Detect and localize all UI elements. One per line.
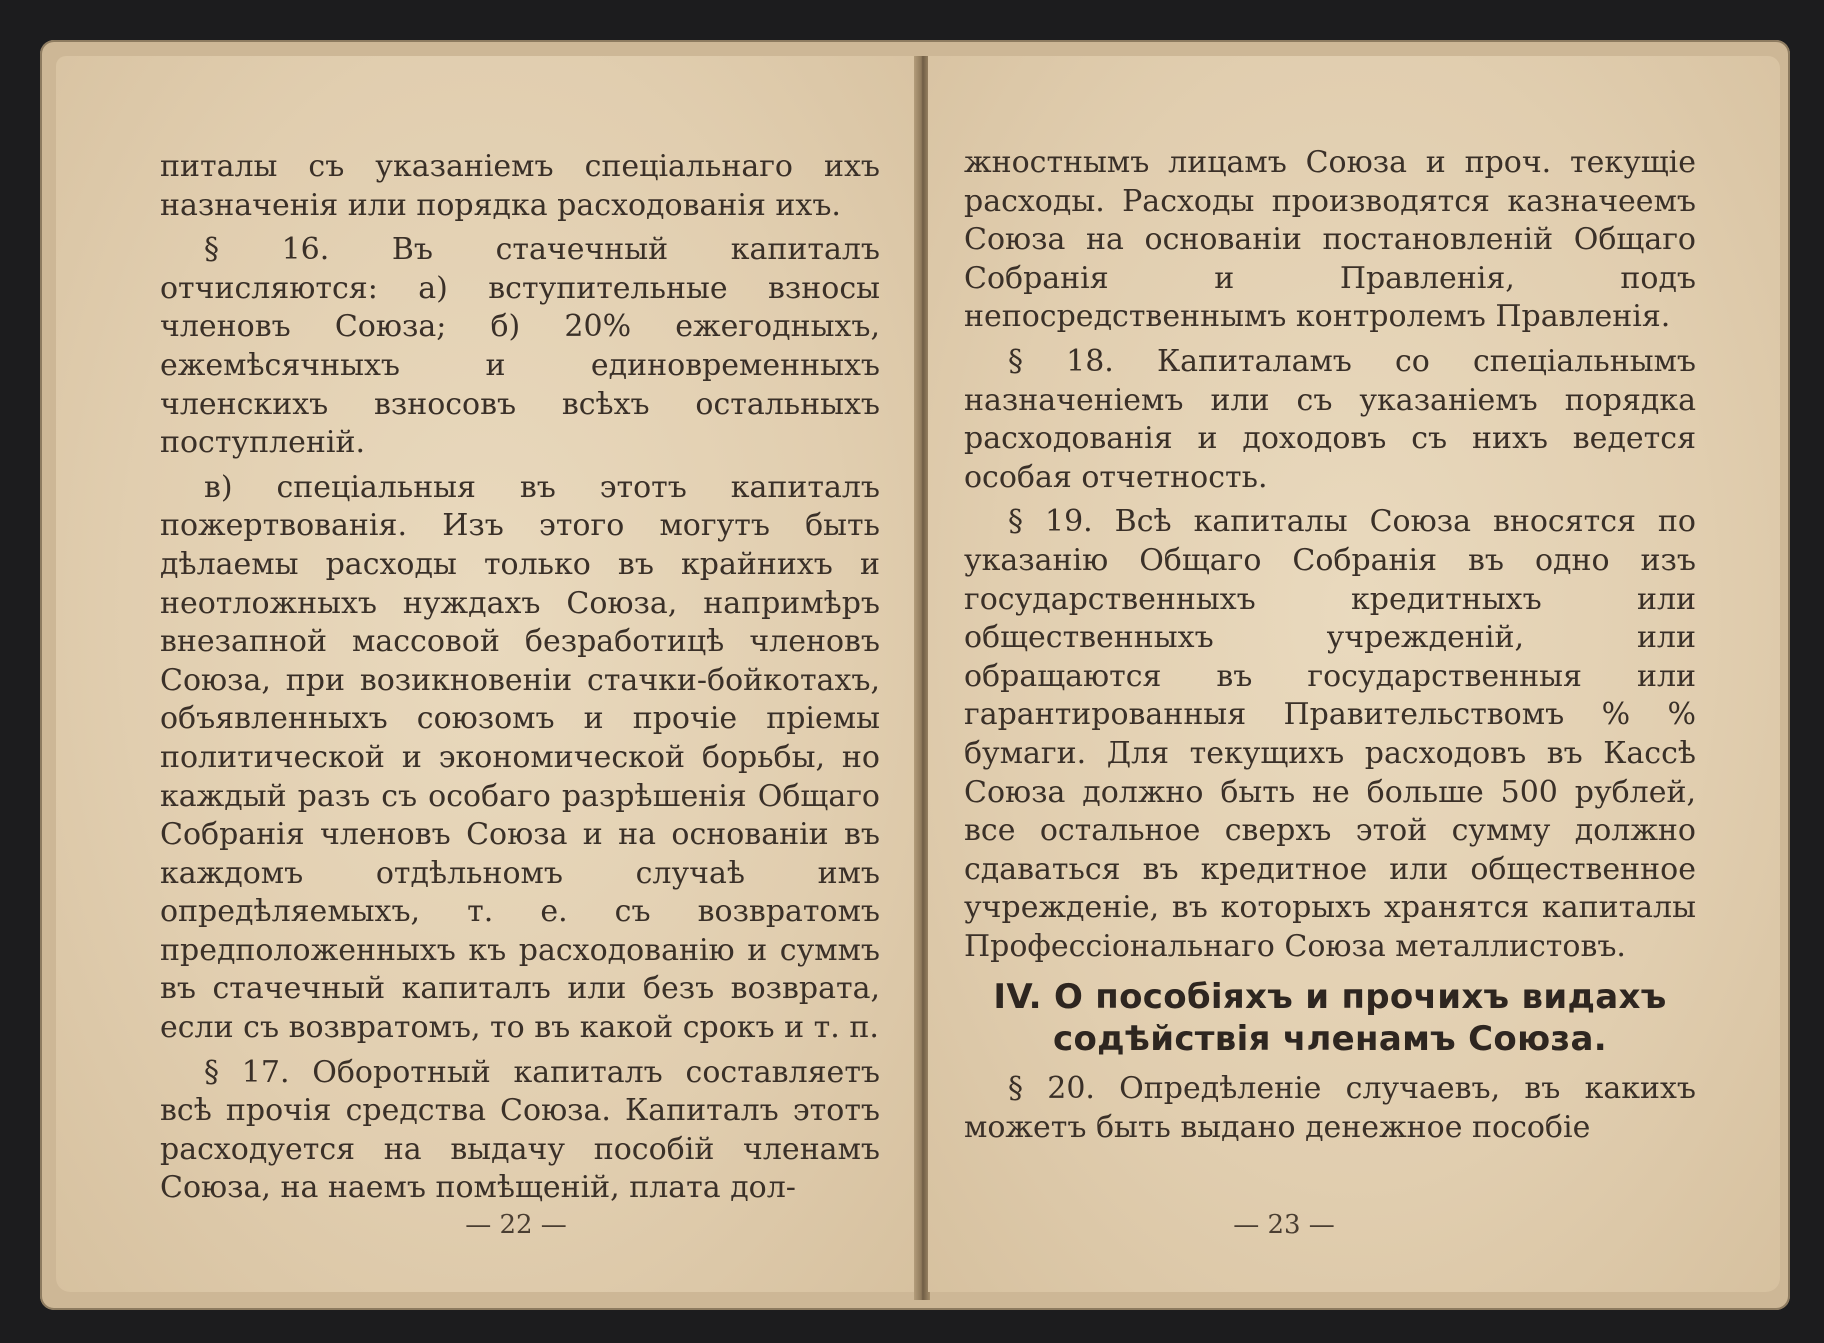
paragraph-section-18: § 18. Капиталамъ со спецiальнымъ назначенiемъ или съ указанiемъ порядка расходованiя и доходовъ съ нихъ ведется особая отчетность. (964, 343, 1696, 495)
paragraph-section-17: § 17. Оборотный капиталъ составляетъ всѣ прочiя средства Союза. Капиталъ этотъ расходуется на выдачу пособiй членамъ Союза, на наемъ помѣщенiй, плата дол- (160, 1054, 880, 1206)
paragraph-section-20: § 20. Опредѣленiе случаевъ, въ какихъ можетъ быть выдано денежное пособiе (964, 1071, 1696, 1146)
paragraph-item-v: в) спецiальныя въ этотъ капиталъ пожертвованiя. Изъ этого могутъ быть дѣлаемы расходы только въ крайнихъ и неотложныхъ нуждахъ Союза, напримѣръ внезапной массовой безработицѣ членовъ Союза, при возикновенiи стачки-бойкотахъ, объявленныхъ союзомъ и прочiе прiемы политической и экономической борьбы, но каждый разъ съ особаго разрѣшенiя Общаго Собранiя членовъ Союза и на основанiи въ каждомъ отдѣльномъ случаѣ имъ опредѣляемыхъ, т. е. съ возвратомъ предположенныхъ къ расходованiю и суммъ въ стачечный капиталъ или безъ возврата, если съ возвратомъ, то въ какой срокъ и т. п. (160, 469, 880, 1046)
paragraph-section-19: § 19. Всѣ капиталы Союза вносятся по указанiю Общаго Собранiя въ одно изъ государственныхъ кредитныхъ или общественныхъ учрежденiй, или обращаются въ государственныя или гарантированныя Правительствомъ % % бумаги. Для текущихъ расходовъ въ Кассѣ Союза должно быть не больше 500 рублей, все остальное сверхъ этой сумму должно сдаваться въ кредитное или общественное учрежденiе, въ которыхъ хранятся капиталы Профессiональнаго Союза металлистовъ. (964, 504, 1696, 964)
right-page-text (964, 144, 1696, 1154)
paragraph: жностнымъ лицамъ Союза и проч. текущiе расходы. Расходы производятся казначеемъ Союза на основанiи постановленiй Общаго Собранiя и Правленiя, подъ непосредственнымъ контролемъ Правленiя. (964, 145, 1696, 335)
paragraph-section-16: § 16. Въ стачечный капиталъ отчисляются: а) вступительные взносы членовъ Союза; б) 20% ежегодныхъ, ежемѣсячныхъ и единовременныхъ членскихъ взносовъ всѣхъ остальныхъ поступленiй. (160, 232, 880, 461)
section-heading: IV. О пособiяхъ и прочихъ видахъ содѣйствiя членамъ Союза. (993, 977, 1667, 1060)
page-number: — 22 — (465, 1210, 567, 1240)
right-page (928, 56, 1780, 1292)
left-page-text (160, 148, 880, 1214)
paragraph: питалы съ указанiемъ спецiальнаго ихъ назначенiя или порядка расходованiя ихъ. (160, 149, 880, 223)
page-number: — 23 — (1233, 1210, 1335, 1240)
left-page (56, 56, 916, 1292)
